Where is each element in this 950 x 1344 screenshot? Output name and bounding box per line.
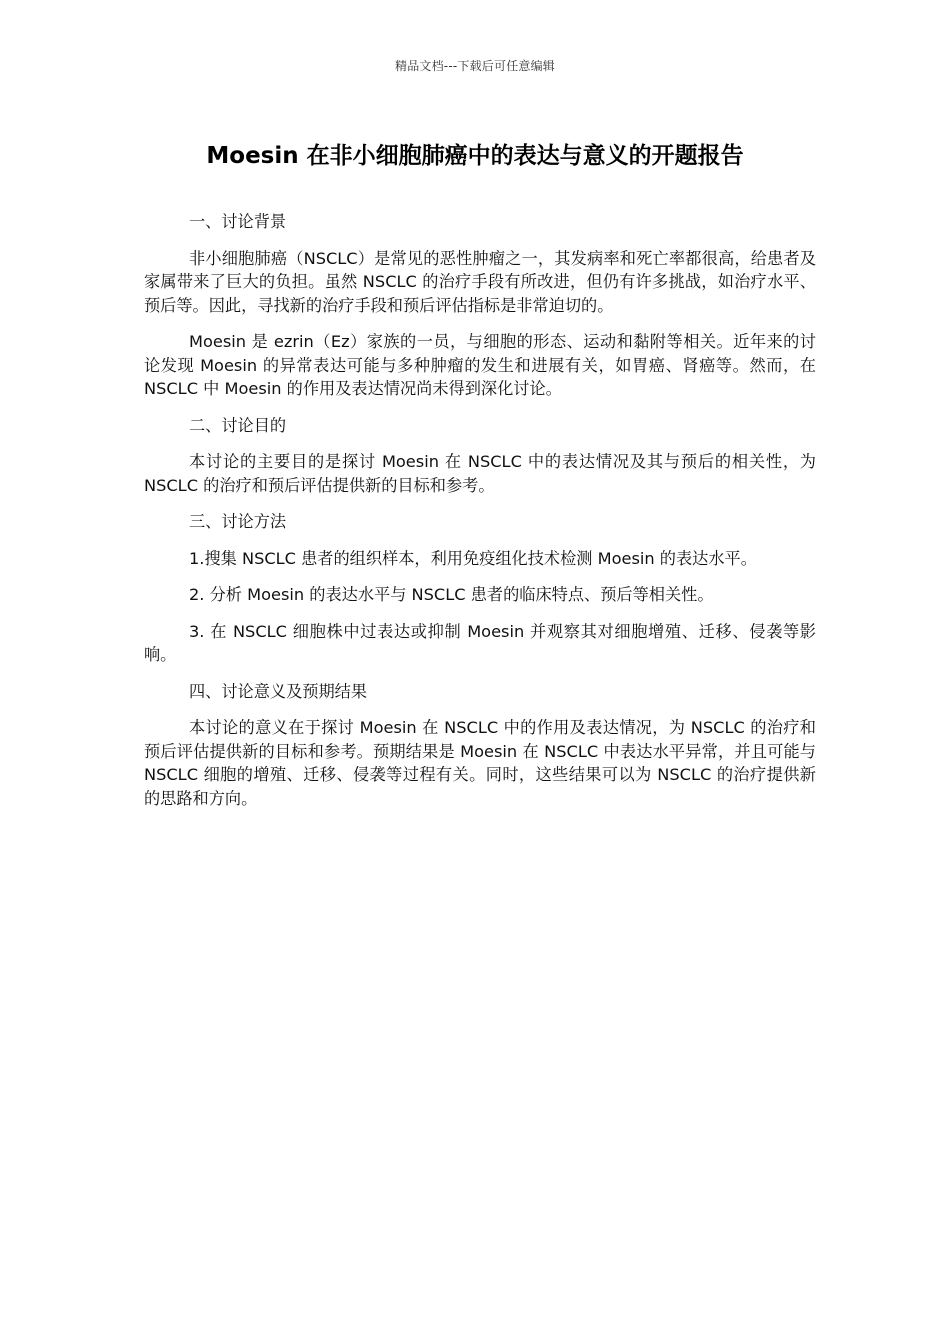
paragraph-purpose-1: 本讨论的主要目的是探讨 Moesin 在 NSCLC 中的表达情况及其与预后的相关性，为 NSCLC 的治疗和预后评估提供新的目标和参考。 [144,452,816,495]
paragraph-method-2: 2. 分析 Moesin 的表达水平与 NSCLC 患者的临床特点、预后等相关性。 [189,585,714,604]
section-heading-purpose: 二、讨论目的 [189,415,287,435]
section-heading-methods: 三、讨论方法 [189,512,287,531]
document-title: Moesin 在非小细胞肺癌中的表达与意义的开题报告 [206,143,744,169]
paragraph-method-1: 1.搜集 NSCLC 患者的组织样本，利用免疫组化技术检测 Moesin 的表达水平。 [189,548,757,568]
section-heading-significance: 四、讨论意义及预期结果 [189,681,368,701]
paragraph-significance-1: 本讨论的意义在于探讨 Moesin 在 NSCLC 中的作用及表达情况，为 NSCLC 的治疗和预后评估提供新的目标和参考。预期结果是 Moesin 在 NSCLC 中表达水平异常，并且可能与 NSCLC 细胞的增殖、迁移、侵袭等过程有关。同时，这些结果可以为 NSCLC 的治疗提供新的思路和方向。 [144,718,816,808]
paragraph-method-3: 3. 在 NSCLC 细胞株中过表达或抑制 Moesin 并观察其对细胞增殖、迁移、侵袭等影响。 [144,621,816,664]
section-heading-background: 一、讨论背景 [189,212,287,231]
paragraph-background-1: 非小细胞肺癌（NSCLC）是常见的恶性肿瘤之一，其发病率和死亡率都很高，给患者及家属带来了巨大的负担。虽然 NSCLC 的治疗手段有所改进，但仍有许多挑战，如治疗水平、预后等。因此，寻找新的治疗手段和预后评估指标是非常迫切的。 [144,248,816,315]
paragraph-background-2: Moesin 是 ezrin（Ez）家族的一员，与细胞的形态、运动和黏附等相关。近年来的讨论发现 Moesin 的异常表达可能与多种肿瘤的发生和进展有关，如胃癌、肾癌等。然而，在 NSCLC 中 Moesin 的作用及表达情况尚未得到深化讨论。 [144,332,816,398]
document-body [144,210,816,823]
header-note: 精品文档---下载后可任意编辑 [395,59,555,73]
